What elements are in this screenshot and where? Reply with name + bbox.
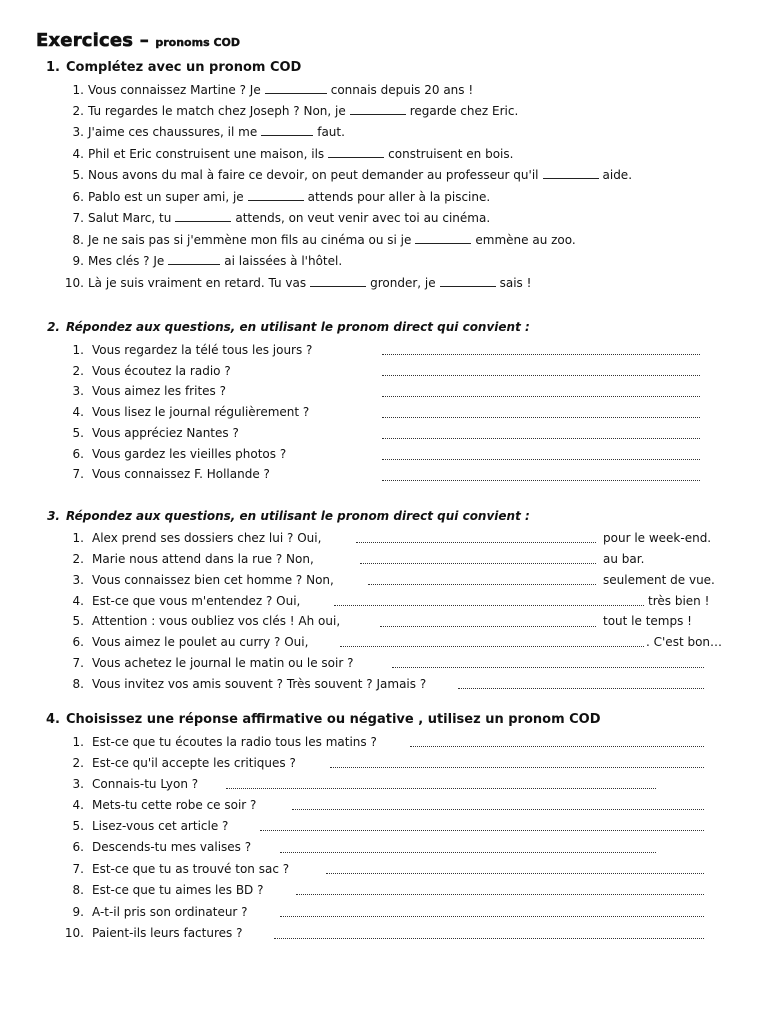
ex4-item-8: 8. Est-ce que tu aimes les BD ? <box>72 883 264 897</box>
ex2-item-4: 4. Vous lisez le journal régulièrement ? <box>72 405 310 419</box>
ex2-item-3: 3. Vous aimez les frites ? <box>72 384 226 398</box>
ex1-item-8: 8. Je ne sais pas si j'emmène mon fils au cinéma ou si je emmène au zoo. <box>72 233 576 247</box>
page-title <box>36 30 240 52</box>
answer-line[interactable] <box>380 626 596 627</box>
answer-line[interactable] <box>392 667 704 668</box>
ex3-item-4: 4. Est-ce que vous m'entendez ? Oui, <box>72 594 301 608</box>
ex1-item-1: 1. Vous connaissez Martine ? Je connais depuis 20 ans ! <box>72 83 474 97</box>
answer-blank[interactable] <box>248 190 304 201</box>
ex3-item-3: 3. Vous connaissez bien cet homme ? Non, <box>72 573 334 587</box>
ex4-item-6: 6. Descends-tu mes valises ? <box>72 840 252 854</box>
answer-line[interactable] <box>334 605 644 606</box>
title-sub: pronoms COD <box>155 36 241 49</box>
answer-line[interactable] <box>260 830 704 831</box>
ex3-item-1-end: pour le week-end. <box>603 531 712 545</box>
ex1-item-5: 5. Nous avons du mal à faire ce devoir, on peut demander au professeur qu'il aide. <box>72 168 633 182</box>
answer-line[interactable] <box>280 852 656 853</box>
answer-line[interactable] <box>274 938 704 939</box>
title-dash: – <box>133 30 156 51</box>
answer-blank[interactable] <box>310 276 366 287</box>
answer-line[interactable] <box>382 417 700 418</box>
answer-line[interactable] <box>382 459 700 460</box>
answer-line[interactable] <box>340 646 644 647</box>
answer-line[interactable] <box>382 480 700 481</box>
answer-blank[interactable] <box>350 104 406 115</box>
answer-blank[interactable] <box>261 125 313 136</box>
answer-blank[interactable] <box>415 233 471 244</box>
ex3-item-2: 2. Marie nous attend dans la rue ? Non, <box>72 552 314 566</box>
ex4-item-10: 10. Paient-ils leurs factures ? <box>64 926 243 940</box>
answer-blank[interactable] <box>168 254 220 265</box>
ex3-item-2-end: au bar. <box>603 552 645 566</box>
ex3-item-4-end: très bien ! <box>648 594 710 608</box>
answer-line[interactable] <box>356 542 596 543</box>
answer-line[interactable] <box>382 375 700 376</box>
ex1-item-9: 9. Mes clés ? Je ai laissées à l'hôtel. <box>72 254 343 268</box>
ex1-item-7: 7. Salut Marc, tu attends, on veut venir avec toi au cinéma. <box>72 211 491 225</box>
answer-line[interactable] <box>226 788 656 789</box>
ex2-item-6: 6. Vous gardez les vieilles photos ? <box>72 447 287 461</box>
ex2-item-2: 2. Vous écoutez la radio ? <box>72 364 231 378</box>
answer-line[interactable] <box>360 563 596 564</box>
ex2-item-1: 1. Vous regardez la télé tous les jours ? <box>72 343 313 357</box>
ex4-item-9: 9. A-t-il pris son ordinateur ? <box>72 905 248 919</box>
title-main: Exercices <box>36 30 134 51</box>
ex3-item-5: 5. Attention : vous oubliez vos clés ! Ah oui, <box>72 614 341 628</box>
ex3-item-5-end: tout le temps ! <box>603 614 692 628</box>
ex2-item-7: 7. Vous connaissez F. Hollande ? <box>72 467 270 481</box>
ex4-item-2: 2. Est-ce qu'il accepte les critiques ? <box>72 756 296 770</box>
ex3-item-6: 6. Vous aimez le poulet au curry ? Oui, <box>72 635 309 649</box>
ex3-item-6-end: . C'est bon… <box>646 635 723 649</box>
answer-line[interactable] <box>382 396 700 397</box>
ex1-item-10: 10. Là je suis vraiment en retard. Tu vas gronder, je sais ! <box>64 276 532 290</box>
ex4-item-1: 1. Est-ce que tu écoutes la radio tous les matins ? <box>72 735 377 749</box>
answer-line[interactable] <box>330 767 704 768</box>
answer-line[interactable] <box>410 746 704 747</box>
answer-blank[interactable] <box>543 168 599 179</box>
answer-line[interactable] <box>382 438 700 439</box>
answer-line[interactable] <box>368 584 596 585</box>
ex1-heading: 1. Complétez avec un pronom COD <box>46 60 302 75</box>
answer-blank[interactable] <box>175 211 231 222</box>
ex3-item-8: 8. Vous invitez vos amis souvent ? Très souvent ? Jamais ? <box>72 677 427 691</box>
ex1-item-3: 3. J'aime ces chaussures, il me faut. <box>72 125 345 139</box>
answer-blank[interactable] <box>328 147 384 158</box>
ex3-item-1: 1. Alex prend ses dossiers chez lui ? Oui, <box>72 531 322 545</box>
answer-blank[interactable] <box>440 276 496 287</box>
answer-line[interactable] <box>458 688 704 689</box>
answer-line[interactable] <box>382 354 700 355</box>
ex3-item-7: 7. Vous achetez le journal le matin ou le soir ? <box>72 656 354 670</box>
ex3-heading: 3. Répondez aux questions, en utilisant le pronom direct qui convient : <box>47 509 530 523</box>
answer-line[interactable] <box>280 916 704 917</box>
ex4-item-5: 5. Lisez-vous cet article ? <box>72 819 229 833</box>
answer-line[interactable] <box>296 894 704 895</box>
ex4-heading: 4. Choisissez une réponse affirmative ou négative , utilisez un pronom COD <box>46 712 601 727</box>
answer-blank[interactable] <box>265 83 327 94</box>
answer-line[interactable] <box>292 809 704 810</box>
ex1-item-6: 6. Pablo est un super ami, je attends pour aller à la piscine. <box>72 190 491 204</box>
ex4-item-3: 3. Connais-tu Lyon ? <box>72 777 199 791</box>
answer-line[interactable] <box>326 873 704 874</box>
ex1-item-2: 2. Tu regardes le match chez Joseph ? Non, je regarde chez Eric. <box>72 104 519 118</box>
ex4-item-4: 4. Mets-tu cette robe ce soir ? <box>72 798 257 812</box>
ex1-item-4: 4. Phil et Eric construisent une maison, ils construisent en bois. <box>72 147 514 161</box>
ex4-item-7: 7. Est-ce que tu as trouvé ton sac ? <box>72 862 290 876</box>
ex3-item-3-end: seulement de vue. <box>603 573 715 587</box>
ex2-heading: 2. Répondez aux questions, en utilisant le pronom direct qui convient : <box>47 320 530 334</box>
ex2-item-5: 5. Vous appréciez Nantes ? <box>72 426 239 440</box>
